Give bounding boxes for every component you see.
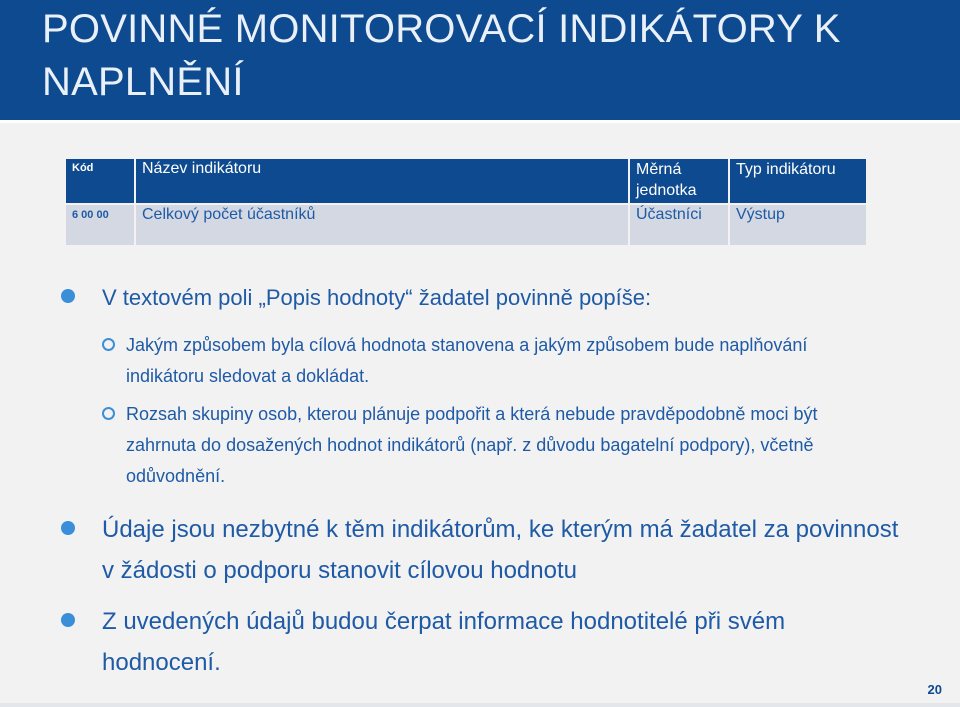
header-code: Kód: [66, 159, 134, 203]
cell-code: 6 00 00: [66, 205, 134, 245]
bullet-2-text: Údaje jsou nezbytné k těm indikátorům, ke kterým má žadatel za povinnost v žádosti o podporu stanovit cílovou hodnotu: [102, 516, 899, 584]
cell-unit: Účastníci: [630, 205, 728, 245]
title-divider: [0, 120, 960, 123]
table-header-row: [66, 159, 866, 203]
bullet-ring-icon: [102, 338, 115, 351]
bullet-1-text: V textovém poli „Popis hodnoty“ žadatel povinně popíše:: [102, 285, 652, 310]
slide-title: POVINNÉ MONITOROVACÍ INDIKÁTORY K NAPLNĚNÍ: [42, 7, 841, 104]
bullet-dot-icon: [61, 521, 75, 535]
bullet-dot-icon: [61, 613, 75, 627]
cell-type: Výstup: [730, 205, 866, 245]
header-unit: Měrná jednotka: [630, 159, 728, 203]
bullet-3-text: Z uvedených údajů budou čerpat informace hodnotitelé při svém hodnocení.: [102, 608, 786, 676]
bullet-1-sub-2-text: Rozsah skupiny osob, kterou plánuje podpořit a která nebude pravděpodobně moci být zahrnuta do dosažených hodnot indikátorů (např. z důvodu bagatelní podpory), včetně odůvodnění.: [126, 404, 818, 486]
bullet-ring-icon: [102, 407, 115, 420]
header-type: Typ indikátoru: [730, 159, 866, 203]
bullet-dot-icon: [61, 289, 75, 303]
bullet-1-sub-1-text: Jakým způsobem byla cílová hodnota stanovena a jakým způsobem bude naplňování indikátoru sledovat a dokládat.: [126, 335, 808, 386]
header-name: Název indikátoru: [136, 159, 628, 203]
title-bar: [0, 0, 960, 120]
cell-name: Celkový počet účastníků: [136, 205, 628, 245]
table-row: [66, 205, 866, 245]
bottom-strip: [0, 703, 960, 707]
page-number: 20: [927, 682, 942, 697]
